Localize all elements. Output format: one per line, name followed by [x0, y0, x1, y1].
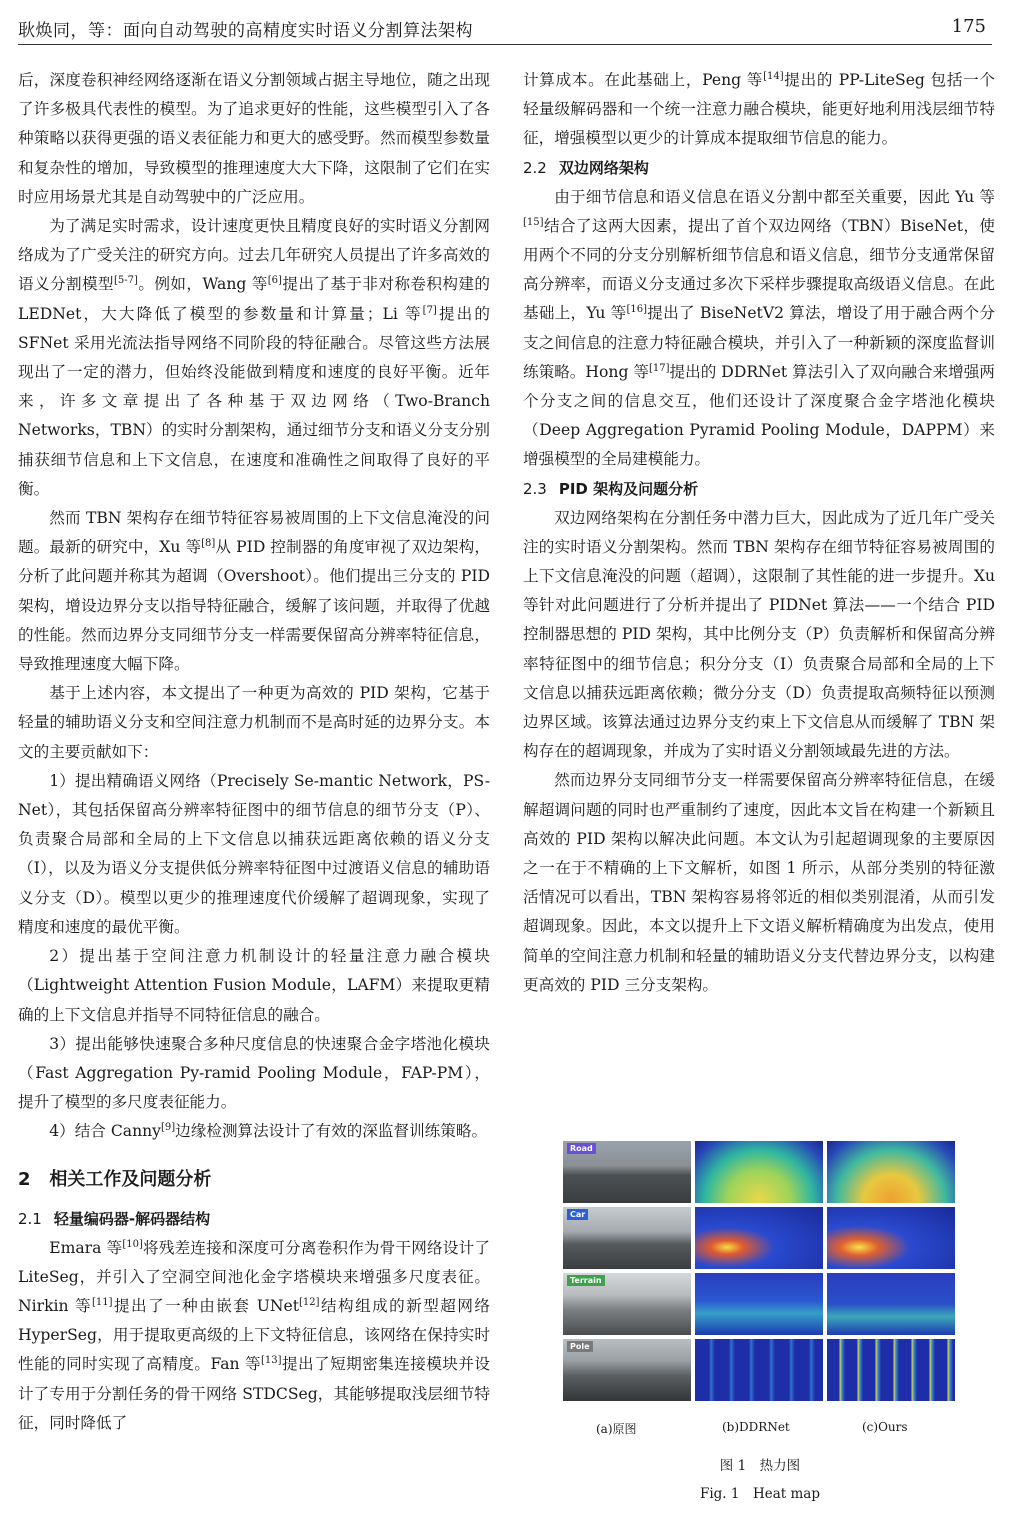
row-label: Pole [567, 1341, 593, 1352]
ours-heatmap-tile [827, 1141, 955, 1203]
original-image-tile [563, 1339, 691, 1401]
contribution-4: 4）结合 Canny[9]边缘检测算法设计了有效的深监督训练策略。 [49, 1122, 488, 1141]
paragraph: 然而 TBN 架构存在细节特征容易被周围的上下文信息淹没的问题。最新的研究中，Xu 等[8]从 PID 控制器的角度审视了双边架构，分析了此问题并称其为超调（Overshoot）。他们提出三分支的 PID 架构，增设边界分支以指导特征融合，缓解了该问题，并取得了优越的性能。然而边界分支同细节分支一样需要保留高分辨率特征信息，导致推理速度大幅下降。 [18, 509, 490, 674]
right-column [523, 66, 995, 1000]
subcaption-ours: (c)Ours [862, 1420, 908, 1434]
figure-heat-map [560, 1138, 960, 1418]
contribution-1: 1）提出精确语义网络（Precisely Se-mantic Network，PS-Net），其包括保留高分辨率特征图中的细节信息的细节分支（P）、负责聚合局部和全局的上下文信息以捕获远距离依赖的语义分支（I），以及为语义分支提供低分辨率特征图中过渡语义信息的辅助语义分支（D）。模型以更少的推理速度代价缓解了超调现象，实现了精度和速度的最优平衡。 [18, 771, 490, 936]
row-label: Terrain [567, 1275, 605, 1286]
figure-caption-cn: 图 1 热力图 [719, 1458, 801, 1474]
section-heading-2-2: 2.2 双边网络架构 [523, 158, 649, 177]
figure-caption-en: Fig. 1 Heat map [699, 1486, 821, 1502]
citation: [6] [267, 275, 282, 287]
ours-heatmap-tile [827, 1273, 955, 1335]
contribution-2: 2）提出基于空间注意力机制设计的轻量注意力融合模块（Lightweight Attention Fusion Module，LAFM）来提取更精确的上下文信息并指导不同特征信息的融合。 [18, 947, 490, 1024]
original-image-tile [563, 1273, 691, 1335]
row-label: Car [567, 1209, 588, 1220]
citation: [17] [649, 362, 670, 374]
ddrnet-heatmap-tile [695, 1207, 823, 1269]
citation: [14] [763, 70, 784, 82]
paragraph: 后，深度卷积神经网络逐渐在语义分割领域占据主导地位，随之出现了许多极具代表性的模型。为了追求更好的性能，这些模型引入了各种策略以获得更强的语义表征能力和更大的感受野。然而模型参数量和复杂性的增加，导致模型的推理速度大大下降，这限制了它们在实时应用场景尤其是自动驾驶中的广泛应用。 [18, 71, 490, 206]
left-column [18, 66, 490, 1438]
paragraph: Emara 等[10]将残差连接和深度可分离卷积作为骨干网络设计了 LiteSeg，并引入了空洞空间池化金字塔模块来增强多尺度表征。Nirkin 等[11]提出了一种由嵌套 UNet[12]结构组成的新型超网络 HyperSeg，用于提取更高级的上下文特征信息，该网络在保持实时性能的同时实现了高精度。Fan 等[13]提出了短期密集连接模块并设计了专用于分割任务的骨干网络 STDCSeg，其能够提取浅层细节特征，同时降低了 [18, 1238, 490, 1432]
paragraph: 为了满足实时需求，设计速度更快且精度良好的实时语义分割网络成为了广受关注的研究方向。过去几年研究人员提出了许多高效的语义分割模型[5-7]。例如，Wang 等[6]提出了基于非对称卷积构建的 LEDNet，大大降低了模型的参数量和计算量；Li 等[7]提出的 SFNet 采用光流法指导网络不同阶段的特征融合。尽管这些方法展现出了一定的潜力，但始终没能做到精度和速度的良好平衡。近年来，许多文章提出了各种基于双边网络（Two-Branch Networks，TBN）的实时分割架构，通过细节分支和语义分支分别捕获细节信息和上下文信息，在速度和准确性之间取得了良好的平衡。 [18, 217, 490, 498]
page-number: 175 [951, 16, 986, 37]
citation: [9] [160, 1122, 176, 1134]
paragraph: 计算成本。在此基础上，Peng 等[14]提出的 PP-LiteSeg 包括一个轻量级解码器和一个统一注意力融合模块，能更好地利用浅层细节特征，增强模型以更少的计算成本提取细节信息的能力。 [523, 70, 995, 148]
ddrnet-heatmap-tile [695, 1339, 823, 1401]
paragraph: 双边网络架构在分割任务中潜力巨大，因此成为了近几年广受关注的实时语义分割架构。然而 TBN 架构存在细节特征容易被周围的上下文信息淹没的问题（超调），这限制了其性能的进一步提升。Xu 等针对此问题进行了分析并提出了 PIDNet 算法——一个结合 PID 控制器思想的 PID 架构，其中比例分支（P）负责解析和保留高分辨率特征图中的细节信息；积分分支（I）负责聚合局部和全局的上下文信息以捕获远距离依赖；微分分支（D）负责提取高频特征以预测边界区域。该算法通过边界分支约束上下文信息从而缓解了 TBN 架构存在的超调现象，并成为了实时语义分割领域最先进的方法。 [523, 508, 995, 761]
section-heading-2-1: 2.1 轻量编码器-解码器结构 [18, 1209, 211, 1228]
citation: [5-7] [114, 275, 138, 287]
contribution-3: 3）提出能够快速聚合多种尺度信息的快速聚合金字塔池化模块（Fast Aggregation Py-ramid Pooling Module，FAP-PM），提升了模型的多尺度表征能力。 [18, 1034, 490, 1112]
ddrnet-heatmap-tile [695, 1141, 823, 1203]
citation: [8] [201, 538, 216, 550]
original-image-tile [563, 1207, 691, 1269]
citation: [12] [299, 1296, 320, 1308]
section-heading-2: 2 相关工作及问题分析 [18, 1168, 212, 1190]
citation: [10] [122, 1238, 143, 1250]
paragraph: 由于细节信息和语义信息在语义分割中都至关重要，因此 Yu 等[15]结合了这两大因素，提出了首个双边网络（TBN）BiseNet，使用两个不同的分支分别解析细节信息和语义信息，细节分支通常保留高分辨率，而语义分支通过多次下采样步骤提取高级语义信息。在此基础上，Yu 等[16]提出了 BiseNetV2 算法，增设了用于融合两个分支之间信息的注意力特征融合模块，并引入了一种新颖的深度监督训练策略。Hong 等[17]提出的 DDRNet 算法引入了双向融合来增强两个分支之间的信息交互，他们还设计了深度聚合金字塔池化模块（Deep Aggregation Pyramid Pooling Module，DAPPM）来增强模型的全局建模能力。 [523, 187, 995, 469]
citation: [16] [626, 304, 647, 316]
citation: [11] [92, 1296, 113, 1308]
subfigure-captions [560, 1420, 960, 1438]
section-heading-2-3: 2.3 PID 架构及问题分析 [523, 479, 699, 498]
ddrnet-heatmap-tile [695, 1273, 823, 1335]
citation: [7] [422, 304, 437, 316]
paragraph: 然而边界分支同细节分支一样需要保留高分辨率特征信息，在缓解超调问题的同时也严重制约了速度，因此本文旨在构建一个新颖且高效的 PID 架构以解决此问题。本文认为引起超调现象的主要原因之一在于不精确的上下文解析，如图 1 所示，从部分类别的特征激活情况可以看出，TBN 架构容易将邻近的相似类别混淆，从而引发超调现象。因此，本文以提升上下文语义解析精确度为出发点，使用简单的空间注意力机制和轻量的辅助语义分支代替边界分支，以构建更高效的 PID 三分支架构。 [523, 771, 995, 994]
ours-heatmap-tile [827, 1207, 955, 1269]
citation: [15] [523, 216, 544, 228]
paragraph: 基于上述内容，本文提出了一种更为高效的 PID 架构，它基于轻量的辅助语义分支和空间注意力机制而不是高时延的边界分支。本文的主要贡献如下： [18, 684, 490, 761]
row-label: Road [567, 1143, 596, 1154]
running-header [18, 14, 992, 45]
subcaption-original: (a)原图 [596, 1422, 637, 1436]
subcaption-ddrnet: (b)DDRNet [722, 1420, 790, 1434]
original-image-tile [563, 1141, 691, 1203]
ours-heatmap-tile [827, 1339, 955, 1401]
citation: [13] [260, 1355, 282, 1367]
running-title: 耿焕同，等：面向自动驾驶的高精度实时语义分割算法架构 [18, 21, 473, 41]
